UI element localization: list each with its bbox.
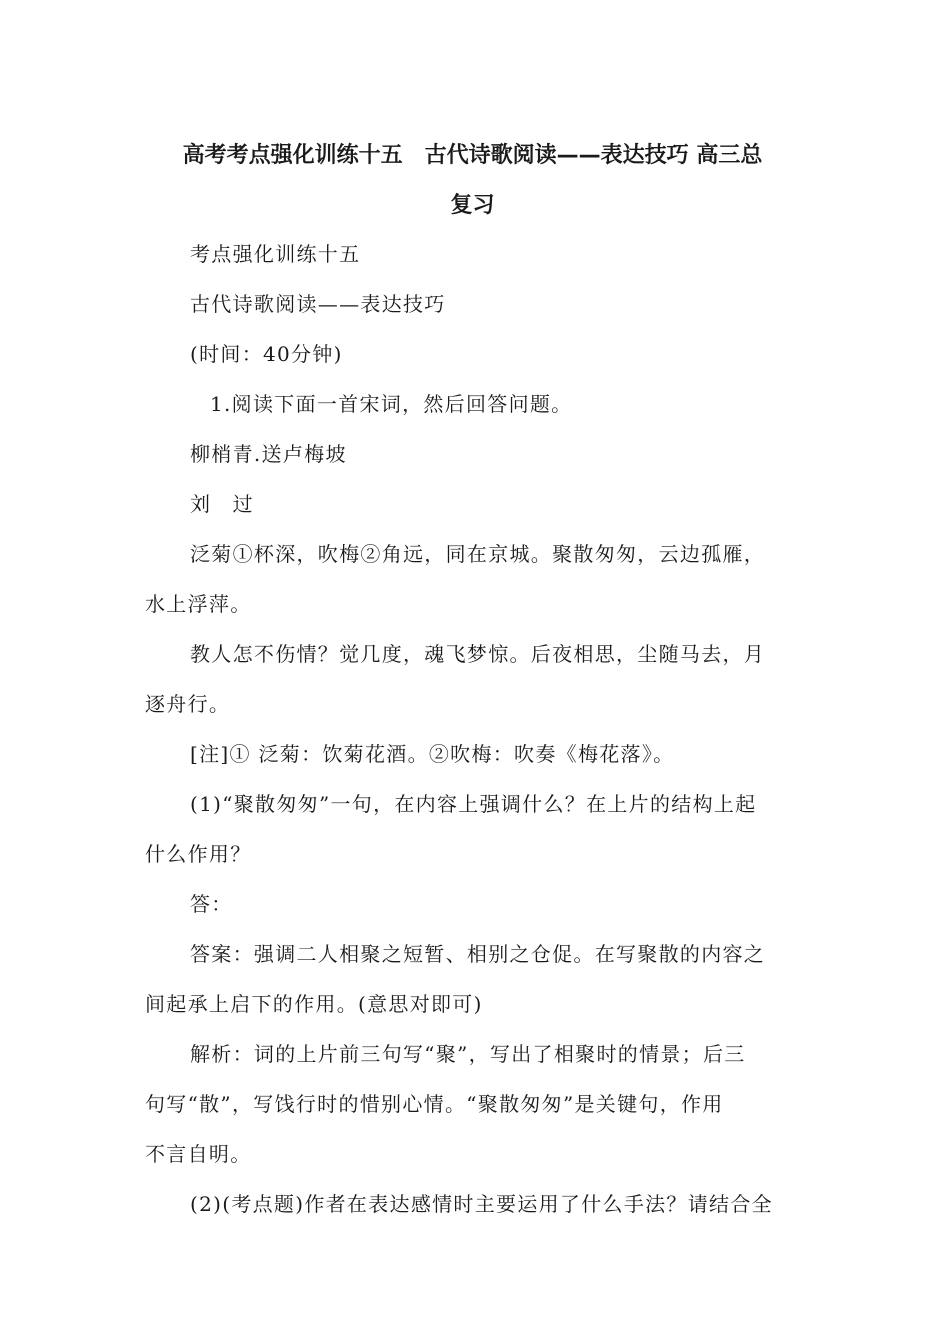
analysis-text: 不言自明。 xyxy=(145,1142,252,1166)
poem-line: 教人怎不伤情？觉几度，魂飞梦惊。后夜相思，尘随马去，月 xyxy=(190,642,766,666)
poem-title: 柳梢青.送卢梅坡 xyxy=(190,442,347,466)
time-limit: (时间：40分钟) xyxy=(190,342,343,366)
section-heading: 考点强化训练十五 xyxy=(190,242,361,266)
poem-line: 逐舟行。 xyxy=(145,692,231,716)
poem-author: 刘 过 xyxy=(190,492,254,516)
answer-text: 答案：强调二人相聚之短暂、相别之仓促。在写聚散的内容之 xyxy=(190,942,766,966)
poem-line: 泛菊①杯深，吹梅②角远，同在京城。聚散匆匆，云边孤雁， xyxy=(190,542,766,566)
poem-line: 水上浮萍。 xyxy=(145,592,252,616)
sub-question-1: (1)“聚散匆匆”一句，在内容上强调什么？在上片的结构上起 xyxy=(190,792,757,816)
analysis-text: 句写“散”，写饯行时的惜别心情。“聚散匆匆”是关键句，作用 xyxy=(145,1092,724,1116)
answer-label: 答： xyxy=(190,892,233,916)
sub-question-1: 什么作用？ xyxy=(145,842,252,866)
document-title-line-1: 高考考点强化训练十五 古代诗歌阅读——表达技巧 高三总 xyxy=(182,143,763,168)
section-subheading: 古代诗歌阅读——表达技巧 xyxy=(190,292,446,316)
document-title-line-2: 复习 xyxy=(450,193,495,218)
analysis-text: 解析：词的上片前三句写“聚”，写出了相聚时的情景；后三 xyxy=(190,1042,746,1066)
poem-notes: [注]① 泛菊：饮菊花酒。②吹梅：吹奏《梅花落》。 xyxy=(190,742,675,766)
question-1-prompt: 1.阅读下面一首宋词，然后回答问题。 xyxy=(210,392,573,416)
answer-text: 间起承上启下的作用。(意思对即可) xyxy=(145,992,483,1016)
sub-question-2: (2)(考点题)作者在表达感情时主要运用了什么手法？请结合全 xyxy=(190,1192,773,1216)
